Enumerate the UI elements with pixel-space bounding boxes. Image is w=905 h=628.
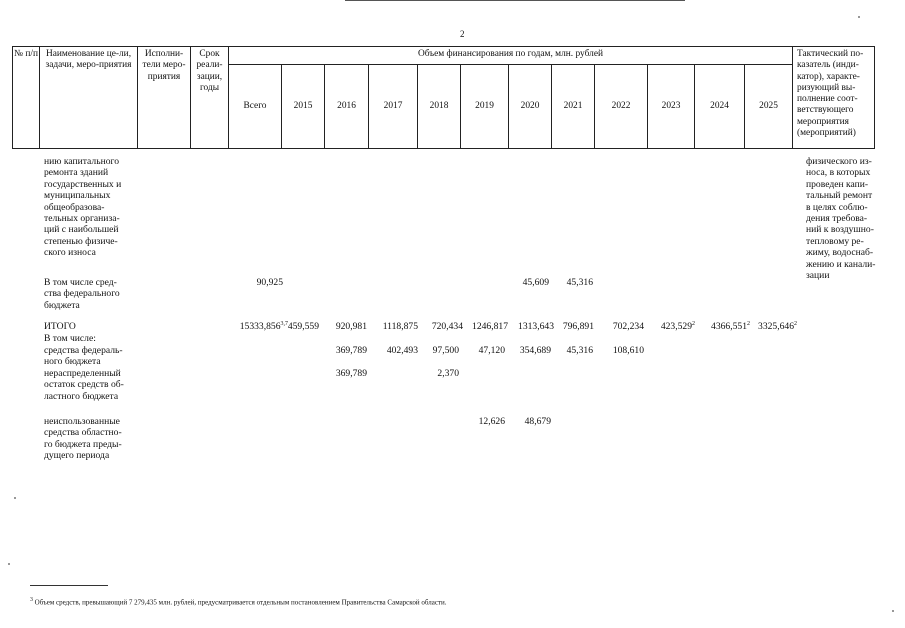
text-line: муниципальных: [44, 190, 111, 202]
itogo-2021: 796,891: [562, 321, 594, 332]
year-2019: 2019: [461, 65, 509, 149]
federal-share-label: [44, 277, 120, 311]
header-num: № п/п: [13, 47, 40, 149]
footnote-rule: [30, 585, 108, 586]
text-line: го бюджета преды-: [44, 438, 122, 450]
footnote-ref: 3,7: [280, 320, 288, 327]
text-line: дущего периода: [44, 450, 110, 462]
header-term: Срок реали-зации, годы: [191, 47, 229, 149]
text-line: зации: [806, 270, 830, 282]
scan-speck: [892, 610, 894, 612]
itogo-2015: 459,559: [287, 321, 319, 332]
fed-2019: 47,120: [478, 345, 505, 356]
itogo-2023: [644, 321, 695, 332]
scan-speck: [8, 563, 10, 565]
federal-share-2021: 45,316: [566, 277, 593, 288]
itogo-2020: 1313,643: [518, 321, 554, 332]
footnote-ref: 2: [747, 320, 750, 327]
unused-2020: 48,679: [524, 416, 551, 427]
unused-2019: 12,626: [478, 416, 505, 427]
itogo-total: [222, 321, 288, 332]
itogo-2024-value: 4366,551: [711, 321, 747, 332]
scan-speck: [14, 497, 16, 499]
unused-funds-label: [44, 416, 135, 462]
header-financing: Объем финансирования по годам, млн. рублей: [229, 47, 793, 65]
fed-2018: 97,500: [432, 345, 459, 356]
itogo-2023-value: 423,529: [660, 321, 692, 332]
itogo-2017: 1118,875: [382, 321, 418, 332]
year-2020: 2020: [509, 65, 552, 149]
federal-share-total: 90,925: [256, 277, 283, 288]
fed-2021: 45,316: [566, 345, 593, 356]
footnote-mark: 3: [30, 597, 33, 603]
unallocated-label: [44, 368, 124, 402]
text-line: средства областно-: [44, 427, 122, 439]
fed-2016: 369,789: [335, 345, 367, 356]
text-line: ций с наибольшей: [44, 224, 119, 236]
federal-share-2020: 45,609: [522, 277, 549, 288]
year-2017: 2017: [369, 65, 418, 149]
year-2025: 2025: [745, 65, 793, 149]
fed-2017: 402,493: [386, 345, 418, 356]
footnote: [30, 597, 446, 606]
federal-funds-label: [44, 345, 135, 368]
year-2022: 2022: [595, 65, 648, 149]
header-tactical: Тактический по-казатель (инди-катор), характе-ризующий вы-полнение соот-ветствующего мероприятия (мероприятий): [793, 47, 875, 149]
header-table: [12, 46, 875, 149]
year-2024: 2024: [695, 65, 745, 149]
itogo-2018: 720,434: [431, 321, 463, 332]
text-line: жению и канали-: [806, 258, 876, 270]
text-line: тальный ремонт: [806, 190, 873, 202]
text-line: в целях соблю-: [806, 201, 868, 213]
text-line: дения требова-: [806, 213, 868, 225]
text-line: нераспределенный: [44, 368, 121, 379]
text-line: неиспользованные: [44, 416, 120, 427]
unalloc-2018: 2,370: [437, 368, 459, 379]
footnote-ref: 2: [794, 320, 797, 327]
tactical-indicator-text: [806, 156, 886, 281]
text-line: средства федераль-: [44, 345, 123, 356]
including-label: В том числе:: [44, 333, 96, 344]
year-2018: 2018: [418, 65, 461, 149]
text-line: проведен капи-: [806, 178, 869, 190]
text-line: остаток средств об-: [44, 379, 124, 391]
measure-name-continued: [44, 156, 121, 259]
header-name: Наименование це-ли, задачи, меро-приятия: [40, 47, 138, 149]
year-2015: 2015: [282, 65, 325, 149]
itogo-2024: [696, 321, 750, 332]
text-line: ластного бюджета: [44, 390, 119, 402]
fed-2022: 108,610: [612, 345, 644, 356]
text-line: степенью физиче-: [44, 235, 118, 247]
itogo-label: ИТОГО: [44, 321, 76, 332]
footnote-text: Объем средств, превышающий 7 279,435 млн. рублей, предусматривается отдельным постановлением Правительства Самарской области.: [34, 598, 447, 607]
text-line: физического из-: [806, 156, 872, 167]
year-2023: 2023: [648, 65, 695, 149]
text-line: государственных и: [44, 178, 122, 190]
text-line: В том числе сред-: [44, 277, 117, 288]
text-line: тельных организа-: [44, 213, 120, 225]
text-line: бюджета: [44, 299, 80, 311]
page-number: 2: [460, 29, 465, 39]
text-line: нию капитального: [44, 156, 119, 167]
itogo-2022: 702,234: [612, 321, 644, 332]
header-executors: Исполни-тели меро-приятия: [138, 47, 191, 149]
text-line: жиму, водоснаб-: [806, 247, 874, 259]
itogo-2025: [747, 321, 797, 332]
text-line: общеобразова-: [44, 201, 105, 213]
text-line: тепловому ре-: [806, 235, 864, 247]
text-line: ства федерального: [44, 288, 120, 300]
itogo-2016: 920,981: [335, 321, 367, 332]
text-line: носа, в которых: [806, 167, 871, 179]
unalloc-2016: 369,789: [335, 368, 367, 379]
text-line: ремонта зданий: [44, 167, 109, 179]
itogo-2019: 1246,817: [472, 321, 508, 332]
text-line: ний к воздушно-: [806, 224, 874, 236]
year-2016: 2016: [325, 65, 369, 149]
year-2021: 2021: [552, 65, 595, 149]
itogo-2025-value: 3325,646: [758, 321, 794, 332]
year-total: Всего: [229, 65, 282, 149]
itogo-total-value: 15333,856: [239, 321, 281, 332]
fed-2020: 354,689: [519, 345, 551, 356]
footnote-ref: 2: [692, 320, 695, 327]
scan-speck: [858, 16, 860, 18]
top-rule: [345, 0, 685, 1]
text-line: ного бюджета: [44, 356, 101, 368]
text-line: ского износа: [44, 247, 96, 259]
